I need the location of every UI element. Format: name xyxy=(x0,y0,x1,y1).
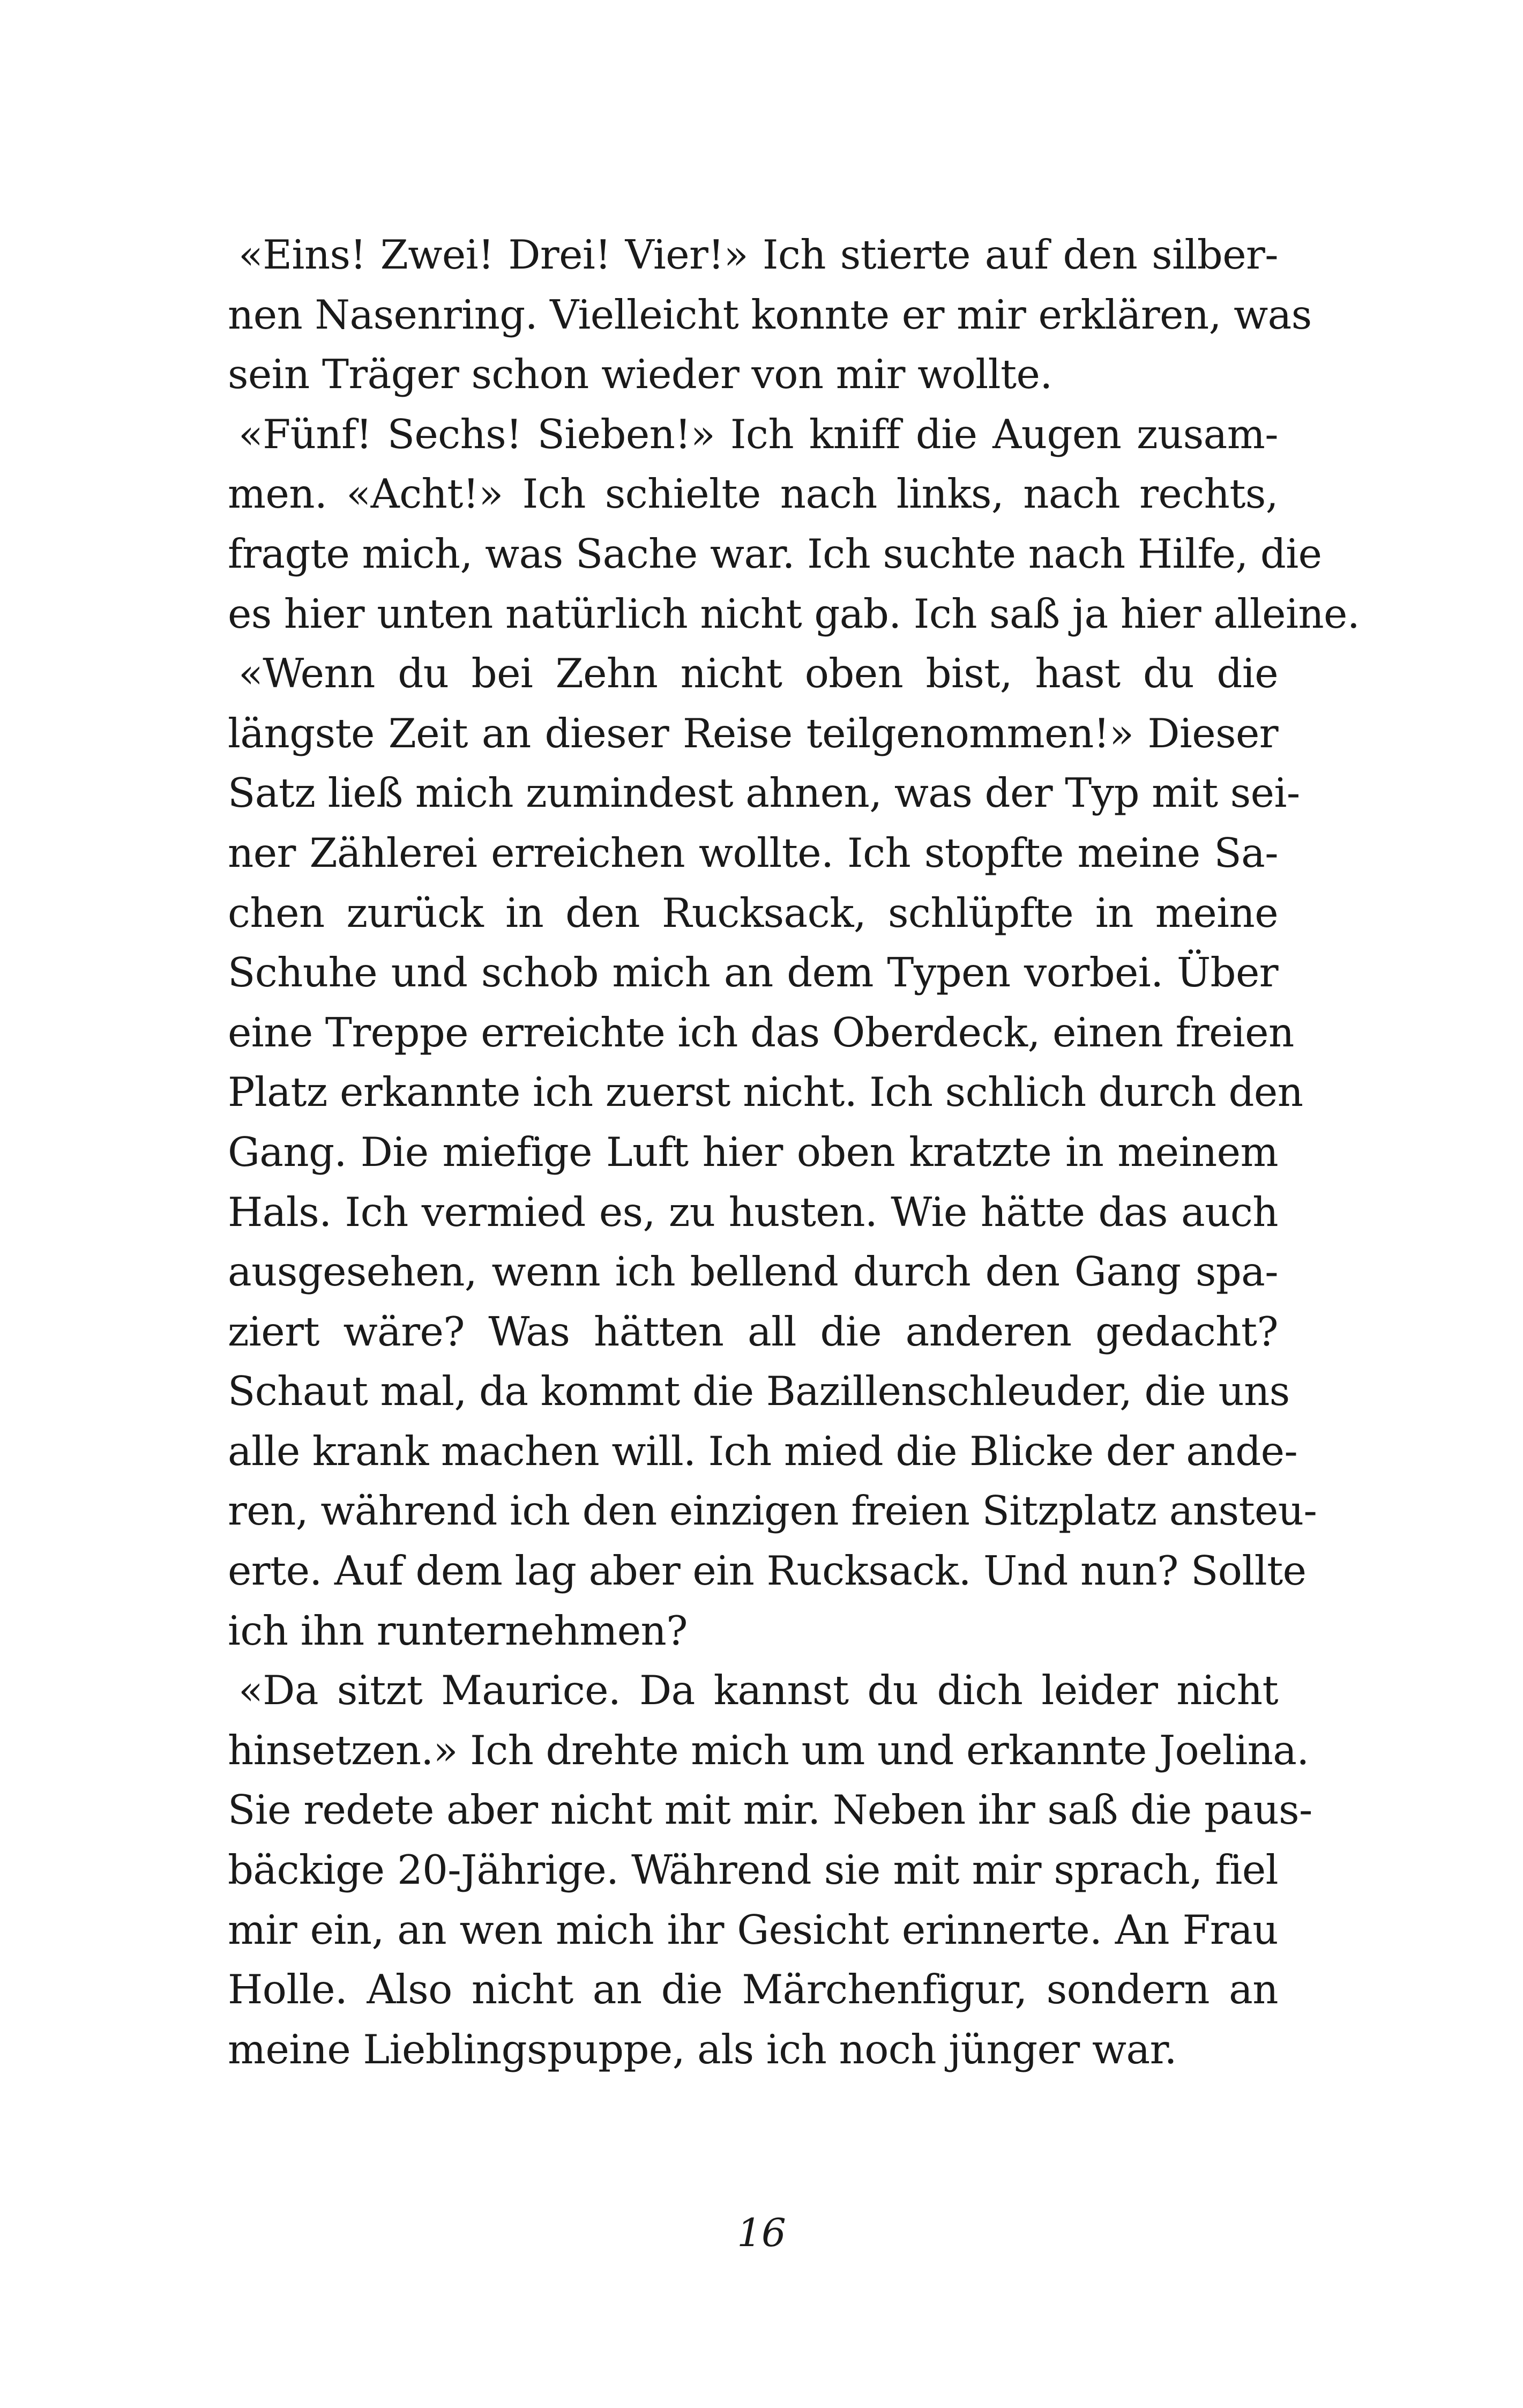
text-line: Satz ließ mich zumindest ahnen, was der Typ mit sei- xyxy=(228,769,1300,817)
text-line: eine Treppe erreichte ich das Oberdeck, einen freien xyxy=(228,1008,1294,1056)
text-line: erte. Auf dem lag aber ein Rucksack. Und nun? Sollte xyxy=(228,1547,1307,1595)
text-line: Gang. Die miefige Luft hier oben kratzte in meinem xyxy=(228,1128,1278,1176)
text-line: Sie redete aber nicht mit mir. Neben ihr saß die paus- xyxy=(228,1786,1312,1834)
text-line: ner Zählerei erreichen wollte. Ich stopfte meine Sa- xyxy=(228,829,1278,876)
text-line: ren, während ich den einzigen freien Sitzplatz ansteu- xyxy=(228,1487,1317,1535)
text-line: hinsetzen.» Ich drehte mich um und erkannte Joelina. xyxy=(228,1726,1309,1774)
text-line: Platz erkannte ich zuerst nicht. Ich schlich durch den xyxy=(228,1068,1303,1116)
text-line: Schuhe und schob mich an dem Typen vorbei. Über xyxy=(228,949,1278,997)
text-line: meine Lieblingspuppe, als ich noch jünger war. xyxy=(228,2025,1177,2073)
text-line: es hier unten natürlich nicht gab. Ich saß ja hier alleine. xyxy=(228,590,1360,637)
text-line: «Wenn du bei Zehn nicht oben bist, hast du die xyxy=(238,650,1278,697)
text-line: nen Nasenring. Vielleicht konnte er mir erklären, was xyxy=(228,291,1312,338)
text-line: fragte mich, was Sache war. Ich suchte nach Hilfe, die xyxy=(228,530,1322,577)
text-line: mir ein, an wen mich ihr Gesicht erinnerte. An Frau xyxy=(228,1906,1278,1953)
text-line: Holle. Also nicht an die Märchenfigur, sondern an xyxy=(228,1966,1278,2013)
text-line: alle krank machen will. Ich mied die Blicke der ande- xyxy=(228,1427,1298,1475)
page-number: 16 xyxy=(737,2210,786,2255)
text-line: Hals. Ich vermied es, zu husten. Wie hätte das auch xyxy=(228,1188,1278,1236)
text-line: ich ihn runternehmen? xyxy=(228,1607,688,1654)
text-line: längste Zeit an dieser Reise teilgenommen!» Dieser xyxy=(228,709,1278,757)
text-line: «Da sitzt Maurice. Da kannst du dich leider nicht xyxy=(238,1667,1278,1714)
text-line: men. «Acht!» Ich schielte nach links, nach rechts, xyxy=(228,470,1278,518)
text-line: bäckige 20-Jährige. Während sie mit mir sprach, fiel xyxy=(228,1846,1278,1894)
text-line: chen zurück in den Rucksack, schlüpfte in meine xyxy=(228,889,1278,937)
text-line: Schaut mal, da kommt die Bazillenschleuder, die uns xyxy=(228,1367,1290,1415)
text-line: ausgesehen, wenn ich bellend durch den Gang spa- xyxy=(228,1248,1278,1296)
text-line: «Eins! Zwei! Drei! Vier!» Ich stierte auf den silber- xyxy=(238,231,1278,278)
text-line: sein Träger schon wieder von mir wollte. xyxy=(228,351,1052,398)
text-line: ziert wäre? Was hätten all die anderen gedacht? xyxy=(228,1307,1278,1355)
body-text xyxy=(228,225,1360,2079)
text-line: «Fünf! Sechs! Sieben!» Ich kniff die Augen zusam- xyxy=(238,410,1278,458)
